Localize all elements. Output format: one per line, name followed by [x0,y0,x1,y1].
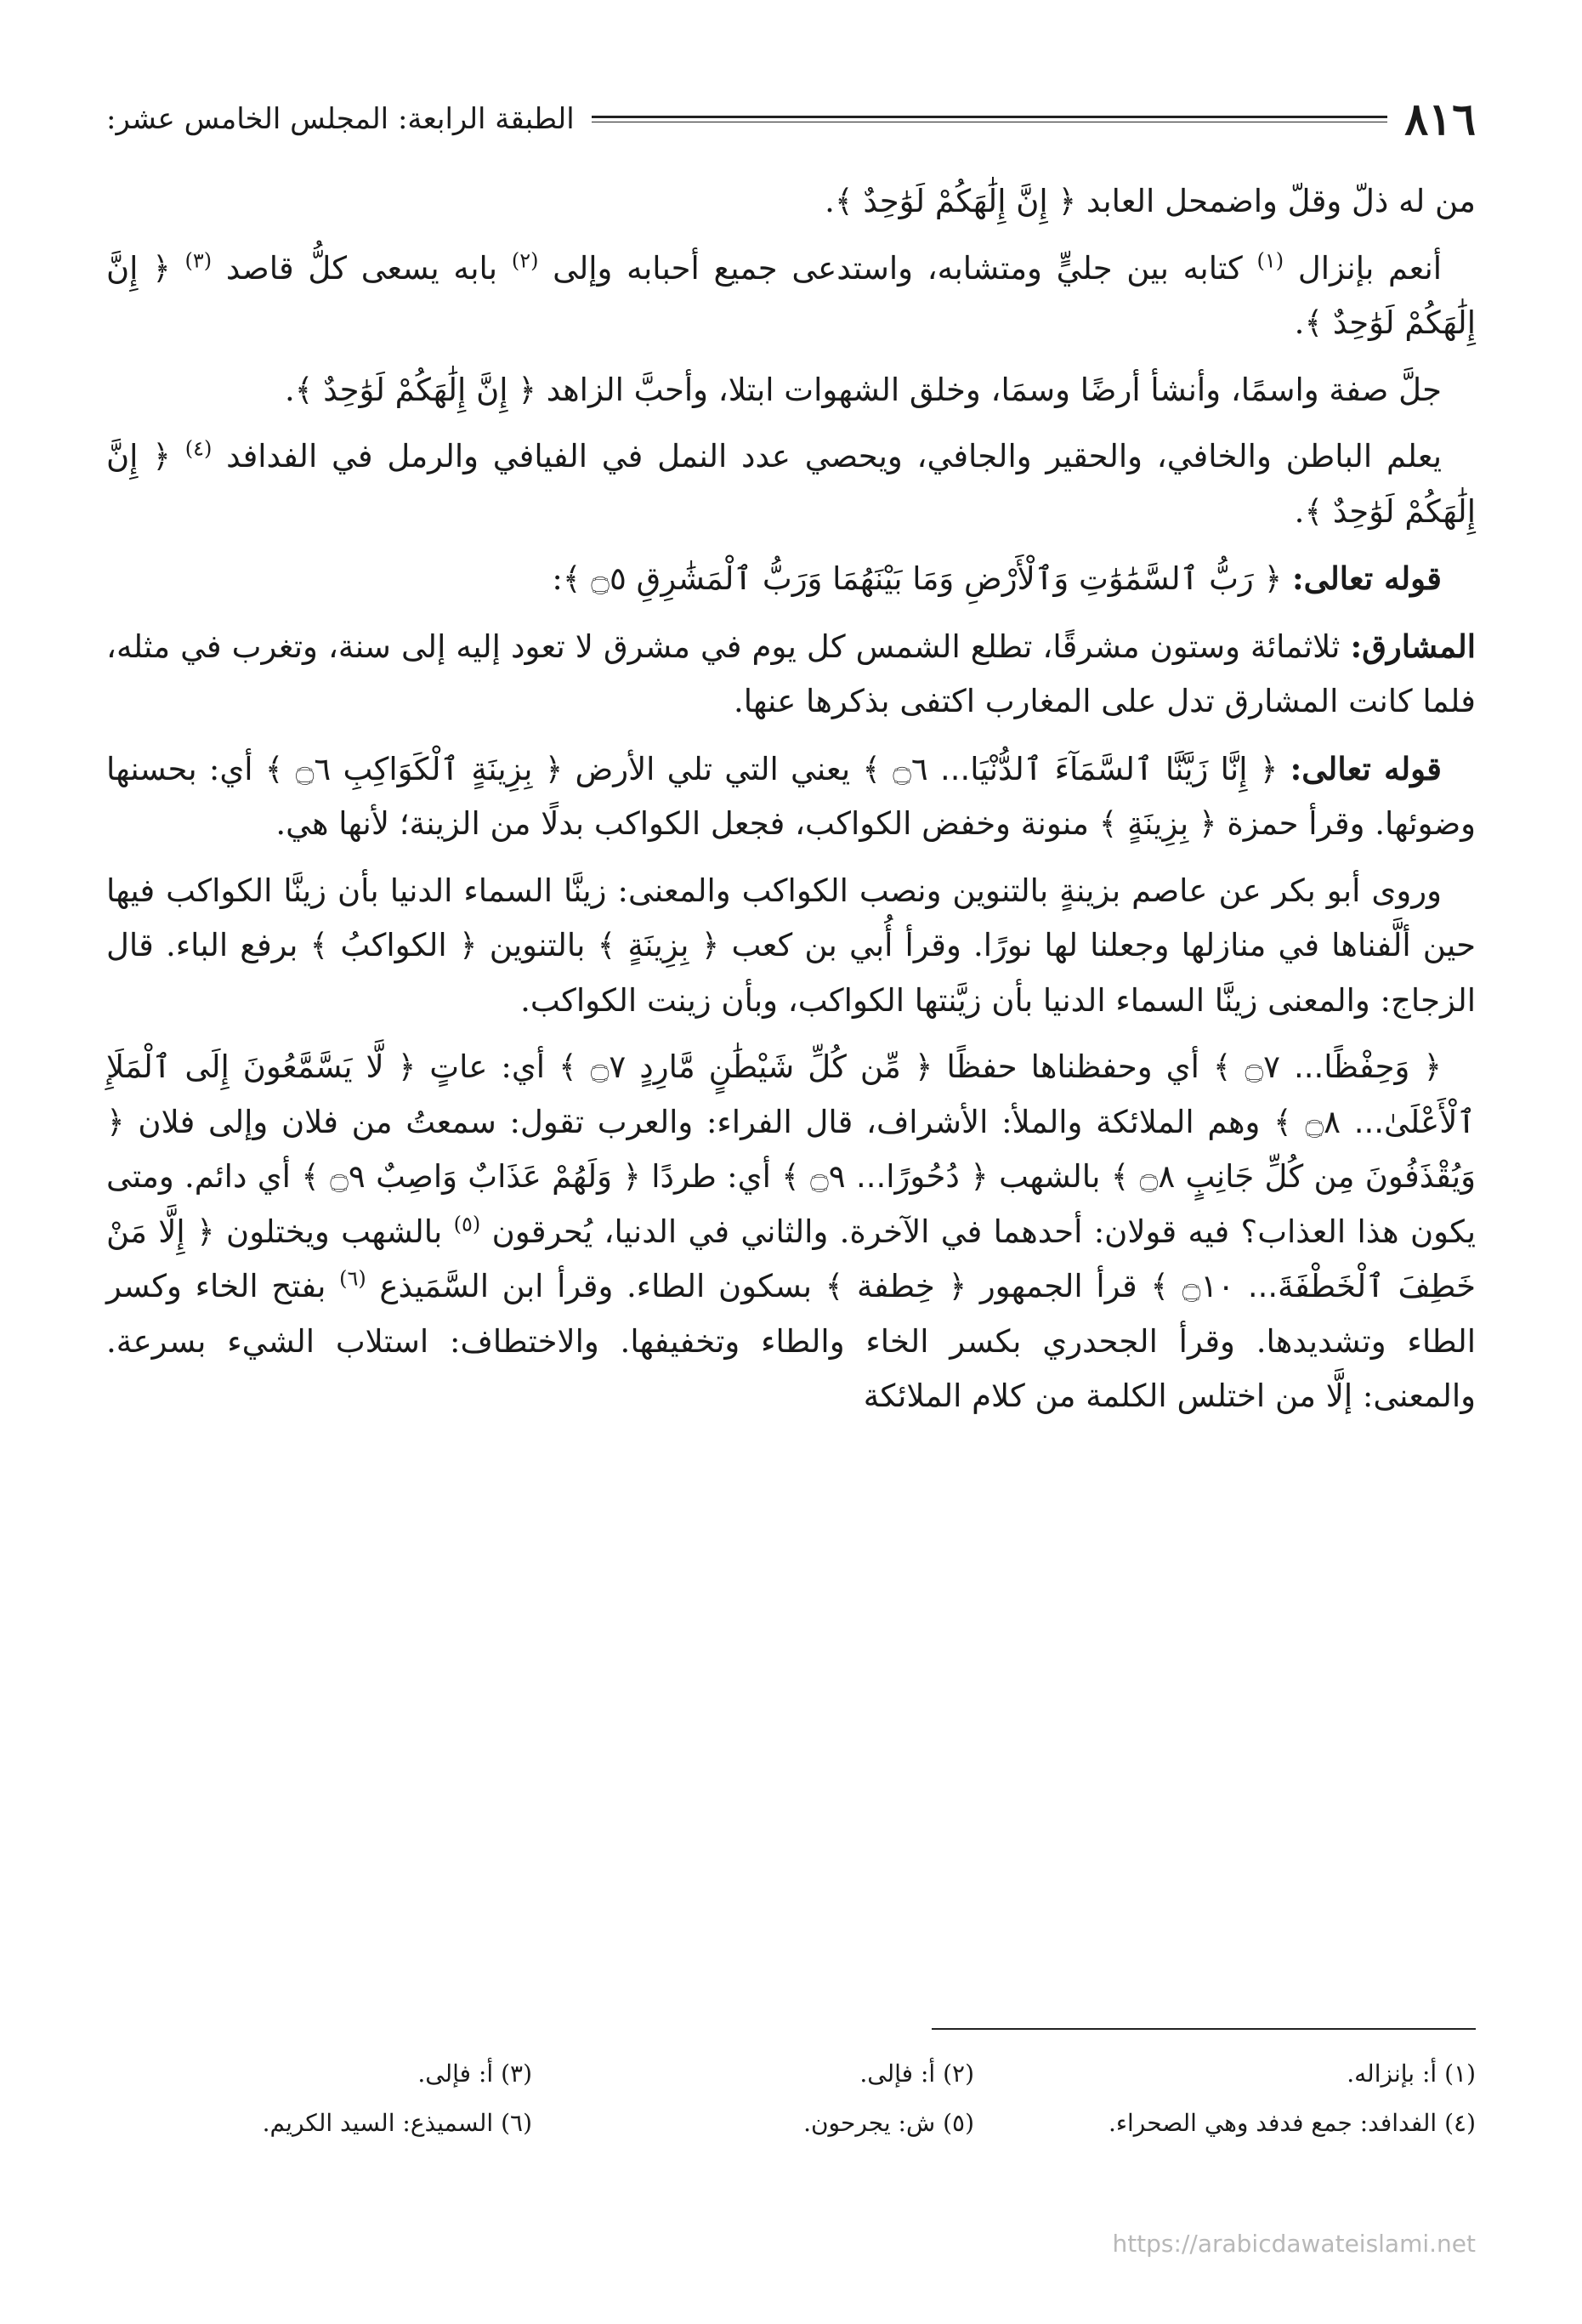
header-rule [592,116,1388,122]
paragraph-6 [106,619,1476,730]
paragraph-8 [106,864,1476,1029]
quran-verse: ﴿ إِنَّ إِلَٰهَكُمْ لَوَٰحِدٌ ﴾ [106,438,1476,530]
footnote-2 [532,2049,974,2099]
footnote-text: الفدافد: جمع فدفد وهي الصحراء. [1108,2109,1437,2137]
text-span: أي: بحسنها وضوئها. وقرأ حمزة [106,750,1476,842]
text-span: بالشهب [999,1158,1101,1195]
footnote-1 [974,2049,1476,2099]
punctuation: . [1294,492,1305,530]
page-header [106,89,1476,149]
section-label: قوله تعالى: [1290,749,1442,787]
footnote-text: السميذع: السيد الكريم. [262,2109,494,2137]
text-span: بالشهب ويختلون [226,1213,443,1250]
punctuation: . [825,183,835,219]
quran-verse: ﴿ وَيُقْذَفُونَ مِن كُلِّ جَانِبٍ ۝٨ ﴾ [106,1103,1477,1195]
text-span: بابه يسعى كلُّ قاصد [225,249,498,287]
paragraph-1 [106,174,1476,230]
page-number: ٨١٦ [1404,93,1476,145]
footnote-text: أ: بإنزاله. [1347,2060,1437,2088]
text-span: منونة وخفض الكواكب، فجعل الكواكب بدلًا من الزينة؛ لأنها هي. [275,805,1089,842]
footnote-number: (٥) [943,2109,974,2137]
paragraph-7 [106,742,1476,852]
text-span: بالتنوين [489,927,586,963]
paragraph-9 [106,1040,1476,1424]
footnote-text: ش: يجرحون. [803,2109,936,2137]
quran-verse: ﴿ مِّن كُلِّ شَيْطَٰنٍ مَّارِدٍ ۝٧ ﴾ [559,1048,933,1085]
footnote-divider [932,2028,1476,2030]
paragraph-3 [106,363,1476,418]
footnotes [106,2049,1476,2148]
quran-verse: ﴿ إِنَّ إِلَٰهَكُمْ لَوَٰحِدٌ ﴾ [834,183,1077,219]
watermark-url: https://arabicdawateislami.net [1112,2230,1476,2258]
text-span: من له ذلّ وقلّ واضمحل العابد [1086,183,1476,219]
quran-verse: ﴿ بِزِينَةٍ ٱلْكَوَاكِبِ ۝٦ ﴾ [264,750,564,787]
text-span: ثلاثمائة وستون مشرقًا، تطلع الشمس كل يوم في مشرق لا تعود إليه إلى سنة، وتغرب في مثله، فلما كانت المشارق تدل على المغارب اكتفى بذكرها عنها. [106,628,1476,719]
footnote-text: أ: فإلى. [417,2060,494,2088]
text-span: برفع الباء. قال الزجاج: والمعنى زينَّا السماء الدنيا بأن زيَّنتها الكواكب، وبأن زينت الكواكب. [106,927,1476,1019]
footnote-ref[interactable]: (٦) [339,1266,366,1291]
quran-verse: ﴿ الكواكبُ ﴾ [309,927,478,963]
quran-verse: ﴿ دُحُورًا... ۝٩ ﴾ [781,1158,989,1195]
footnote-ref[interactable]: (٣) [184,248,213,273]
quran-verse: ﴿ لَّا يَسَّمَّعُونَ إِلَى ٱلْمَلَإِ ٱلْأَعْلَىٰ... ۝٨ ﴾ [106,1048,1476,1140]
punctuation: . [1294,304,1305,341]
quran-verse: ﴿ وَحِفْظًا... ۝٧ ﴾ [1212,1048,1442,1085]
punctuation: : [552,560,563,597]
text-span: أي دائم. ومتى يكون هذا العذاب؟ فيه قولان: أحدهما في الآخرة. والثاني في الدنيا، يُحرقون [106,1158,1477,1250]
text-span: يعني التي تلي الأرض [575,750,851,787]
text-span: أنعم بإنزال [1297,249,1443,287]
quran-verse: ﴿ وَلَهُمْ عَذَابٌ وَاصِبٌ ۝٩ ﴾ [301,1158,641,1195]
text-span: أي: طردًا [651,1158,771,1195]
text-span: قرأ الجمهور [979,1268,1137,1304]
text-span: بسكون الطاء. وقرأ ابن السَّمَيذع [379,1268,812,1304]
footnote-number: (٣) [501,2060,532,2088]
footnote-number: (٦) [501,2109,532,2137]
footnote-6 [263,2099,532,2148]
footnote-3 [417,2049,532,2099]
footnote-5 [532,2099,974,2148]
text-span: يعلم الباطن والخافي، والحقير والجافي، ويحصي عدد النمل في الفيافي والرمل في الفدافد [226,438,1443,474]
text-span: جلَّ صفة واسمًا، وأنشأ أرضًا وسمَا، وخلق الشهوات ابتلا، وأحبَّ الزاهد [546,371,1442,408]
main-text [106,174,1476,1436]
section-label: قوله تعالى: [1292,560,1442,597]
quran-verse: ﴿ بِزِينَةٍ ﴾ [597,927,720,963]
text-span: وروى أبو بكر عن عاصم بزينةٍ بالتنوين ونصب الكواكب والمعنى: زينَّا السماء الدنيا بأن زينَّا الكواكب فيها حين ألَّفناها في منازلها وجعلنا لها نورًا. وقرأ أُبي بن كعب [106,872,1476,963]
footnote-text: أ: فإلى. [859,2060,936,2088]
footnote-4 [974,2099,1476,2148]
text-span: كتابه بين جليٍّ ومتشابه، واستدعى جميع أحبابه وإلى [553,249,1243,287]
paragraph-2 [106,241,1476,351]
footnote-row [106,2099,1476,2148]
running-title: الطبقة الرابعة: المجلس الخامس عشر: [106,102,575,136]
quran-verse: ﴿ رَبُّ ٱلسَّمَٰوَٰتِ وَٱلْأَرْضِ وَمَا بَيْنَهُمَا وَرَبُّ ٱلْمَشَٰرِقِ ۝٥ ﴾ [562,560,1283,597]
footnote-number: (١) [1444,2060,1476,2088]
quran-verse: ﴿ بِزِينَةٍ ﴾ [1098,805,1217,842]
footnote-ref[interactable]: (٢) [511,248,539,273]
punctuation: . [285,371,295,408]
term-label: المشارق: [1350,627,1477,665]
footnote-ref[interactable]: (٥) [453,1212,481,1236]
quran-verse: ﴿ إِلَّا مَنْ خَطِفَ ٱلْخَطْفَةَ... ۝١٠ ﴾ [106,1213,1477,1304]
paragraph-4 [106,429,1476,539]
quran-verse: ﴿ إِنَّ إِلَٰهَكُمْ لَوَٰحِدٌ ﴾ [294,371,536,408]
quran-verse: ﴿ إِنَّ إِلَٰهَكُمْ لَوَٰحِدٌ ﴾ [106,249,1476,341]
footnote-number: (٤) [1444,2109,1476,2137]
text-span: بفتح الخاء وكسر الطاء وتشديدها. وقرأ الجحدري بكسر الخاء والطاء وتخفيفها. والاختطاف: استلاب الشيء بسرعة. والمعنى: إلَّا من اختلس الكلمة من كلام الملائكة [106,1268,1476,1414]
footnote-number: (٢) [943,2060,974,2088]
footnote-ref[interactable]: (٤) [184,436,213,461]
text-span: أي: عاتٍ [429,1048,546,1085]
text-span: وهم الملائكة والملأ: الأشراف، قال الفراء: والعرب تقول: سمعتُ من فلان وإلى فلان [138,1103,1261,1140]
footnote-ref[interactable]: (١) [1256,248,1284,273]
footnote-row [106,2049,1476,2099]
quran-verse: ﴿ إِنَّا زَيَّنَّا ٱلسَّمَآءَ ٱلدُّنْيَا... ۝٦ ﴾ [862,750,1279,787]
quran-verse: ﴿ خِطفة ﴾ [825,1268,967,1304]
text-span: أي وحفظناها حفظًا [946,1048,1199,1085]
paragraph-5 [106,551,1476,607]
